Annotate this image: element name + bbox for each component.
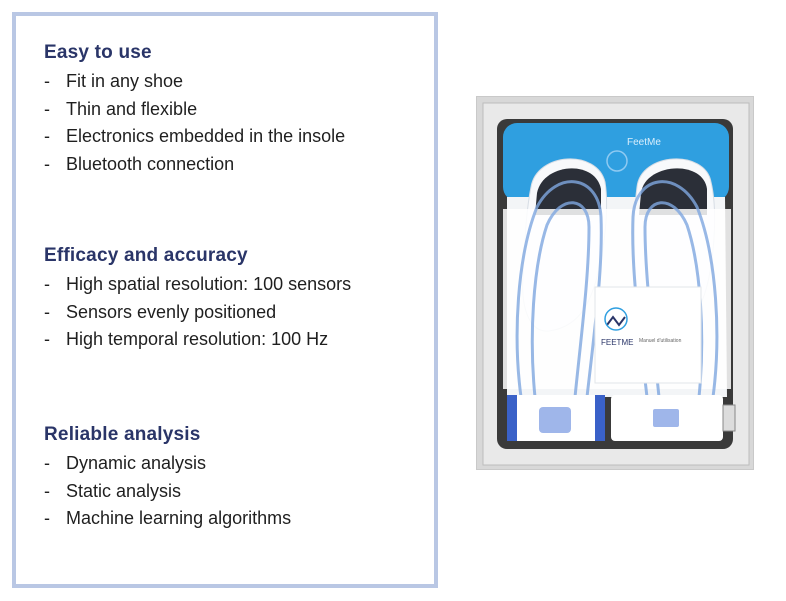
list-item [44, 151, 345, 179]
brand-card-text: FEETME [601, 338, 634, 347]
list-item [44, 68, 345, 96]
feature-list [44, 68, 345, 178]
list-item-text: Thin and flexible [66, 98, 198, 119]
list-item [44, 123, 345, 151]
box-blue-edge-left [507, 395, 517, 441]
section-efficacy-accuracy [44, 245, 351, 354]
charger-icon [653, 409, 679, 427]
list-item [44, 96, 345, 124]
list-item-text: Machine learning algorithms [66, 508, 292, 528]
pouch-icon [539, 407, 571, 433]
list-item-text: Static analysis [66, 480, 182, 501]
list-item-text: High spatial resolution: 100 sensors [66, 274, 352, 294]
bullet-dash: - [44, 480, 50, 501]
list-item [44, 299, 351, 327]
plug-icon [723, 405, 735, 431]
list-item [44, 450, 291, 478]
list-item-text: Electronics embedded in the insole [66, 126, 346, 146]
list-item-text: Bluetooth connection [66, 153, 235, 174]
bullet-dash: - [44, 453, 50, 473]
bullet-dash: - [44, 329, 50, 349]
section-title: Reliable analysis [44, 424, 201, 445]
list-item-text: Dynamic analysis [66, 453, 207, 473]
section-reliable-analysis [44, 424, 291, 533]
bullet-dash: - [44, 153, 50, 174]
manual-card [595, 287, 701, 383]
bullet-dash: - [44, 71, 50, 91]
feature-list [44, 450, 291, 533]
list-item-text: Sensors evenly positioned [66, 301, 277, 322]
list-item [44, 271, 351, 299]
features-panel [12, 12, 438, 588]
list-item [44, 326, 351, 354]
section-easy-to-use [44, 42, 345, 178]
product-photo [476, 96, 754, 470]
list-item [44, 505, 291, 533]
bullet-dash: - [44, 98, 50, 119]
bullet-dash: - [44, 126, 50, 146]
feature-list [44, 271, 351, 354]
manual-text: Manuel d'utilisation [639, 338, 682, 344]
box-blue-edge-right [595, 395, 605, 441]
list-item-text: Fit in any shoe [66, 71, 184, 91]
brand-top-text: FeetMe [627, 137, 661, 148]
section-title: Efficacy and accuracy [44, 245, 248, 266]
bullet-dash: - [44, 274, 50, 294]
insole-kit-illustration [477, 97, 755, 471]
list-item [44, 478, 291, 506]
list-item-text: High temporal resolution: 100 Hz [66, 329, 329, 349]
bullet-dash: - [44, 301, 50, 322]
section-title: Easy to use [44, 42, 152, 63]
bullet-dash: - [44, 508, 50, 528]
